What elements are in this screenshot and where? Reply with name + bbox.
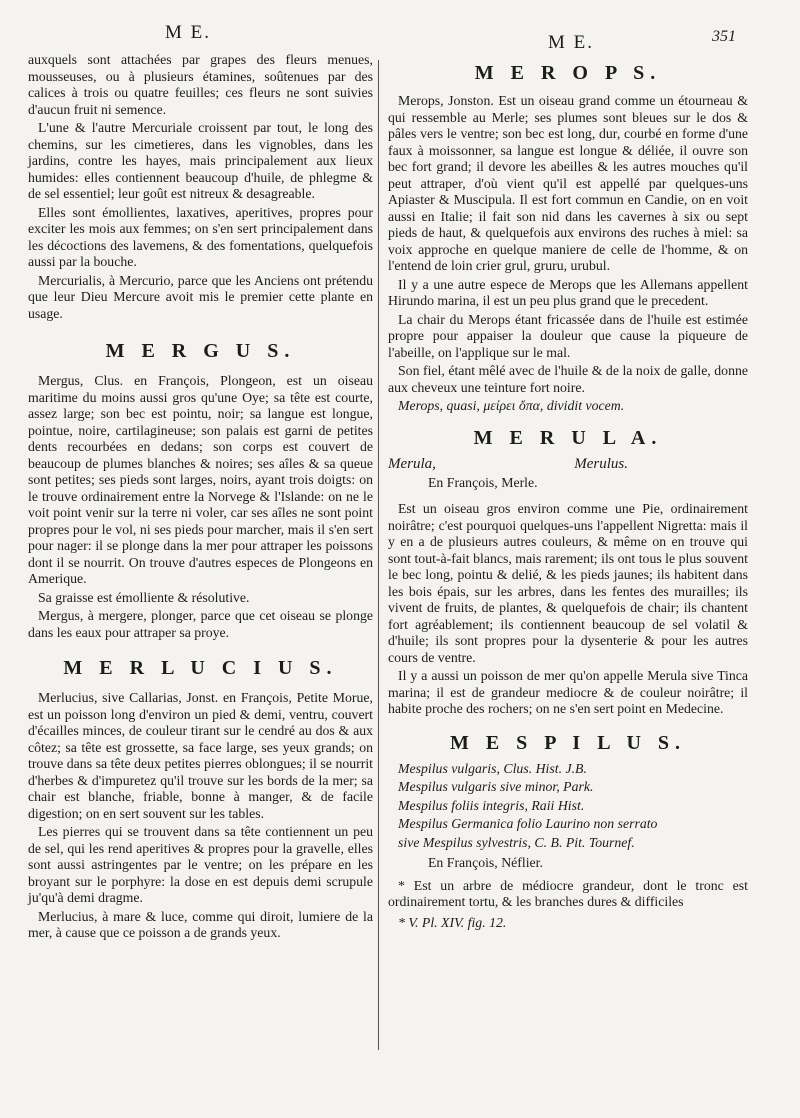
paragraph: Est un oiseau gros environ comme une Pie, ordinairement noirâtre; c'est pourquoi quelques-uns l'appellent Nigretta: mais il y en a de plusieurs autres couleurs, & même on en trouve qui sont tout-à-fait blancs, mais rarement; ils ont tous le plus souvent le bec long, pointu & delié, & les pieds jaunes; ils habitent dans les bois épais, sur les arbres, dans les fentes des murailles; ils vivent de fruits, de plantes, & quelquefois de chair; ils chantent fort agréablement; ils contiennent beaucoup de sel volatil & d'huile; ils sont propres pour la dysenterie & pour les autres cours de ventre.	[388, 501, 748, 665]
paragraph: L'une & l'autre Mercuriale croissent par tout, le long des chemins, sur les cimetieres, dans les vignobles, dans les jardins, contre les hayes, mais principalement aux lieux humides: elles contiennent beaucoup d'huile, de phlegme & de sel essentiel; leur goût est nitreux & desagreable.	[28, 120, 373, 201]
paragraph: Il y a une autre espece de Merops que les Allemans appellent Hirundo marina, il est un peu plus grand que le precedent.	[388, 276, 748, 308]
synonym: Mespilus vulgaris sive minor, Park.	[398, 779, 594, 794]
paragraph: auxquels sont attachées par grapes des fleurs menues, mousseuses, ou à plusieurs étamines, soûtenues par des calices à trois ou quatre feuilles; ces fleurs ne sont suivies d'aucun fruit ni semence.	[28, 52, 373, 117]
column-divider	[378, 60, 379, 1050]
french-name: En François, Néflier.	[428, 855, 543, 870]
page-number: 351	[712, 28, 736, 45]
section-heading-mergus: M E R G U S.	[105, 340, 296, 362]
synonym: sive Mespilus sylvestris, C. B. Pit. Tournef.	[398, 834, 635, 850]
section-heading-merlucius: M E R L U C I U S.	[63, 657, 338, 679]
french-name: En François, Merle.	[428, 474, 538, 490]
paragraph: Mergus, à mergere, plonger, parce que cet oiseau se plonge dans les eaux pour attraper sa proye.	[28, 608, 373, 640]
paragraph: Merlucius, à mare & luce, comme qui diroit, lumiere de la mer, à cause que ce poisson a de grands yeux.	[28, 908, 373, 940]
right-running-head: M E.	[548, 32, 594, 53]
synonym: Mespilus vulgaris, Clus. Hist. J.B.	[398, 760, 587, 776]
synonym: Mespilus foliis integris, Raii Hist.	[398, 797, 585, 813]
paragraph: Mergus, Clus. en François, Plongeon, est un oiseau maritime du moins aussi gros qu'une Oye; sa tête est courte, assez large; son bec est pointu, noir; sa langue est longue, pointue, noire, cartilagineuse; son palais est garni de petites dents recourbées en dedans; son corps est couvert de beaucoup de plumes blanches & noires; ses aîles & sa queue sont petites; ses pieds sont larges, noirs, ayant trois doigts: on le trouve ordinairement entre la Norvege & l'Islande: on ne le voit point venir sur la terre ni voler, car ses aîles ne sont point propres pour le vol, ni ses pieds pour marcher, mais il s'en sert pour nager: il se plonge dans la mer pour attraper les poissons dont il se nourrit. On trouve d'autres especes de Plongeons en Amerique.	[28, 373, 373, 586]
paragraph: Merlucius, sive Callarias, Jonst. en François, Petite Morue, est un poisson long d'environ un pied & demi, ventru, couvert d'écailles minces, de couleur tirant sur le cendré au dos & aux côtez; sa tête est grossette, sa face large, ses yeux grands; on trouve dans sa tête deux petites pierres oblongues; il se nourrit d'herbes & d'impuretez qu'il trouve sur les bords de la mer; sa chair est blanche, friable, bonne à manger, & de facile digestion; on en sert souvent sur les tables.	[28, 690, 373, 821]
synonym: Merulus.	[574, 455, 628, 472]
paragraph: Merops, Jonston. Est un oiseau grand comme un étourneau & qui ressemble au Merle; ses plumes sont bleues sur le dos & pâles vers le ventre; son bec est long, dur, courbé en forme d'une faux à moissonner, sa langue est longue & déliée, il ouvre son bec fort grand; il devore les abeilles & les autres mouches qu'il peut attraper, d'où vient qu'il est appellé par quelques-uns Apiaster & Muscipula. Il est fort commun en Candie, on en voit aussi en Italie; il fait son nid dans les cavernes à six ou sept pieds de haut, & quelquefois aux environs des ruches à miel: sa voix approche en quelque maniere de celle de l'homme, & on l'entend de loin crier grul, gruru, urubul.	[388, 93, 748, 273]
paragraph: * Est un arbre de médiocre grandeur, dont le tronc est ordinairement tortu, & les branches dures & difficiles	[388, 877, 748, 909]
section-heading-mespilus: M E S P I L U S.	[449, 731, 687, 754]
etymology-note: Merops, quasi, μείρει ὄπα, dividit vocem.	[398, 398, 625, 413]
paragraph: Sa graisse est émolliente & résolutive.	[38, 589, 250, 605]
paragraph: Il y a aussi un poisson de mer qu'on appelle Merula sive Tinca marina; il est de grandeur mediocre & de couleur noirâtre; il habite proche des rochers; on ne s'en sert point en Medecine.	[388, 668, 748, 716]
right-column	[388, 62, 748, 933]
synonym: Merula,	[388, 455, 436, 472]
synonym: Mespilus Germanica folio Laurino non serrato	[398, 816, 658, 831]
section-heading-merula: M E R U L A.	[473, 426, 663, 449]
paragraph: Elles sont émollientes, laxatives, aperitives, propres pour exciter les mois aux femmes; on s'en sert principalement dans les décoctions des lavemens, & des fomentations, quelquefois aussi par la bouche.	[28, 204, 373, 269]
paragraph: Mercurialis, à Mercurio, parce que les Anciens ont prétendu que leur Dieu Mercure avoit mis le premier cette plante en usage.	[28, 272, 373, 321]
paragraph: La chair du Merops étant fricassée dans de l'huile est estimée propre pour appaiser la douleur que cause la piqueure de l'abeille, on l'applique sur le mal.	[388, 311, 748, 360]
footnote: * V. Pl. XIV. fig. 12.	[398, 914, 507, 930]
synonym-row	[388, 456, 628, 473]
left-running-head: M E.	[165, 22, 211, 43]
paragraph: Les pierres qui se trouvent dans sa tête contiennent un peu de sel, qui les rend aperitives & propres pour la gravelle, elles sont aussi astringentes par le ventre; on les prépare en les broyant sur le porphyre: la dose en est depuis demi scrupule ju'qu'à demi dragme.	[28, 824, 373, 905]
section-heading-merops: M E R O P S.	[474, 62, 662, 84]
left-column	[28, 52, 373, 944]
paragraph: Son fiel, étant mêlé avec de l'huile & de la noix de galle, donne aux cheveux une teinture fort noire.	[388, 363, 748, 395]
